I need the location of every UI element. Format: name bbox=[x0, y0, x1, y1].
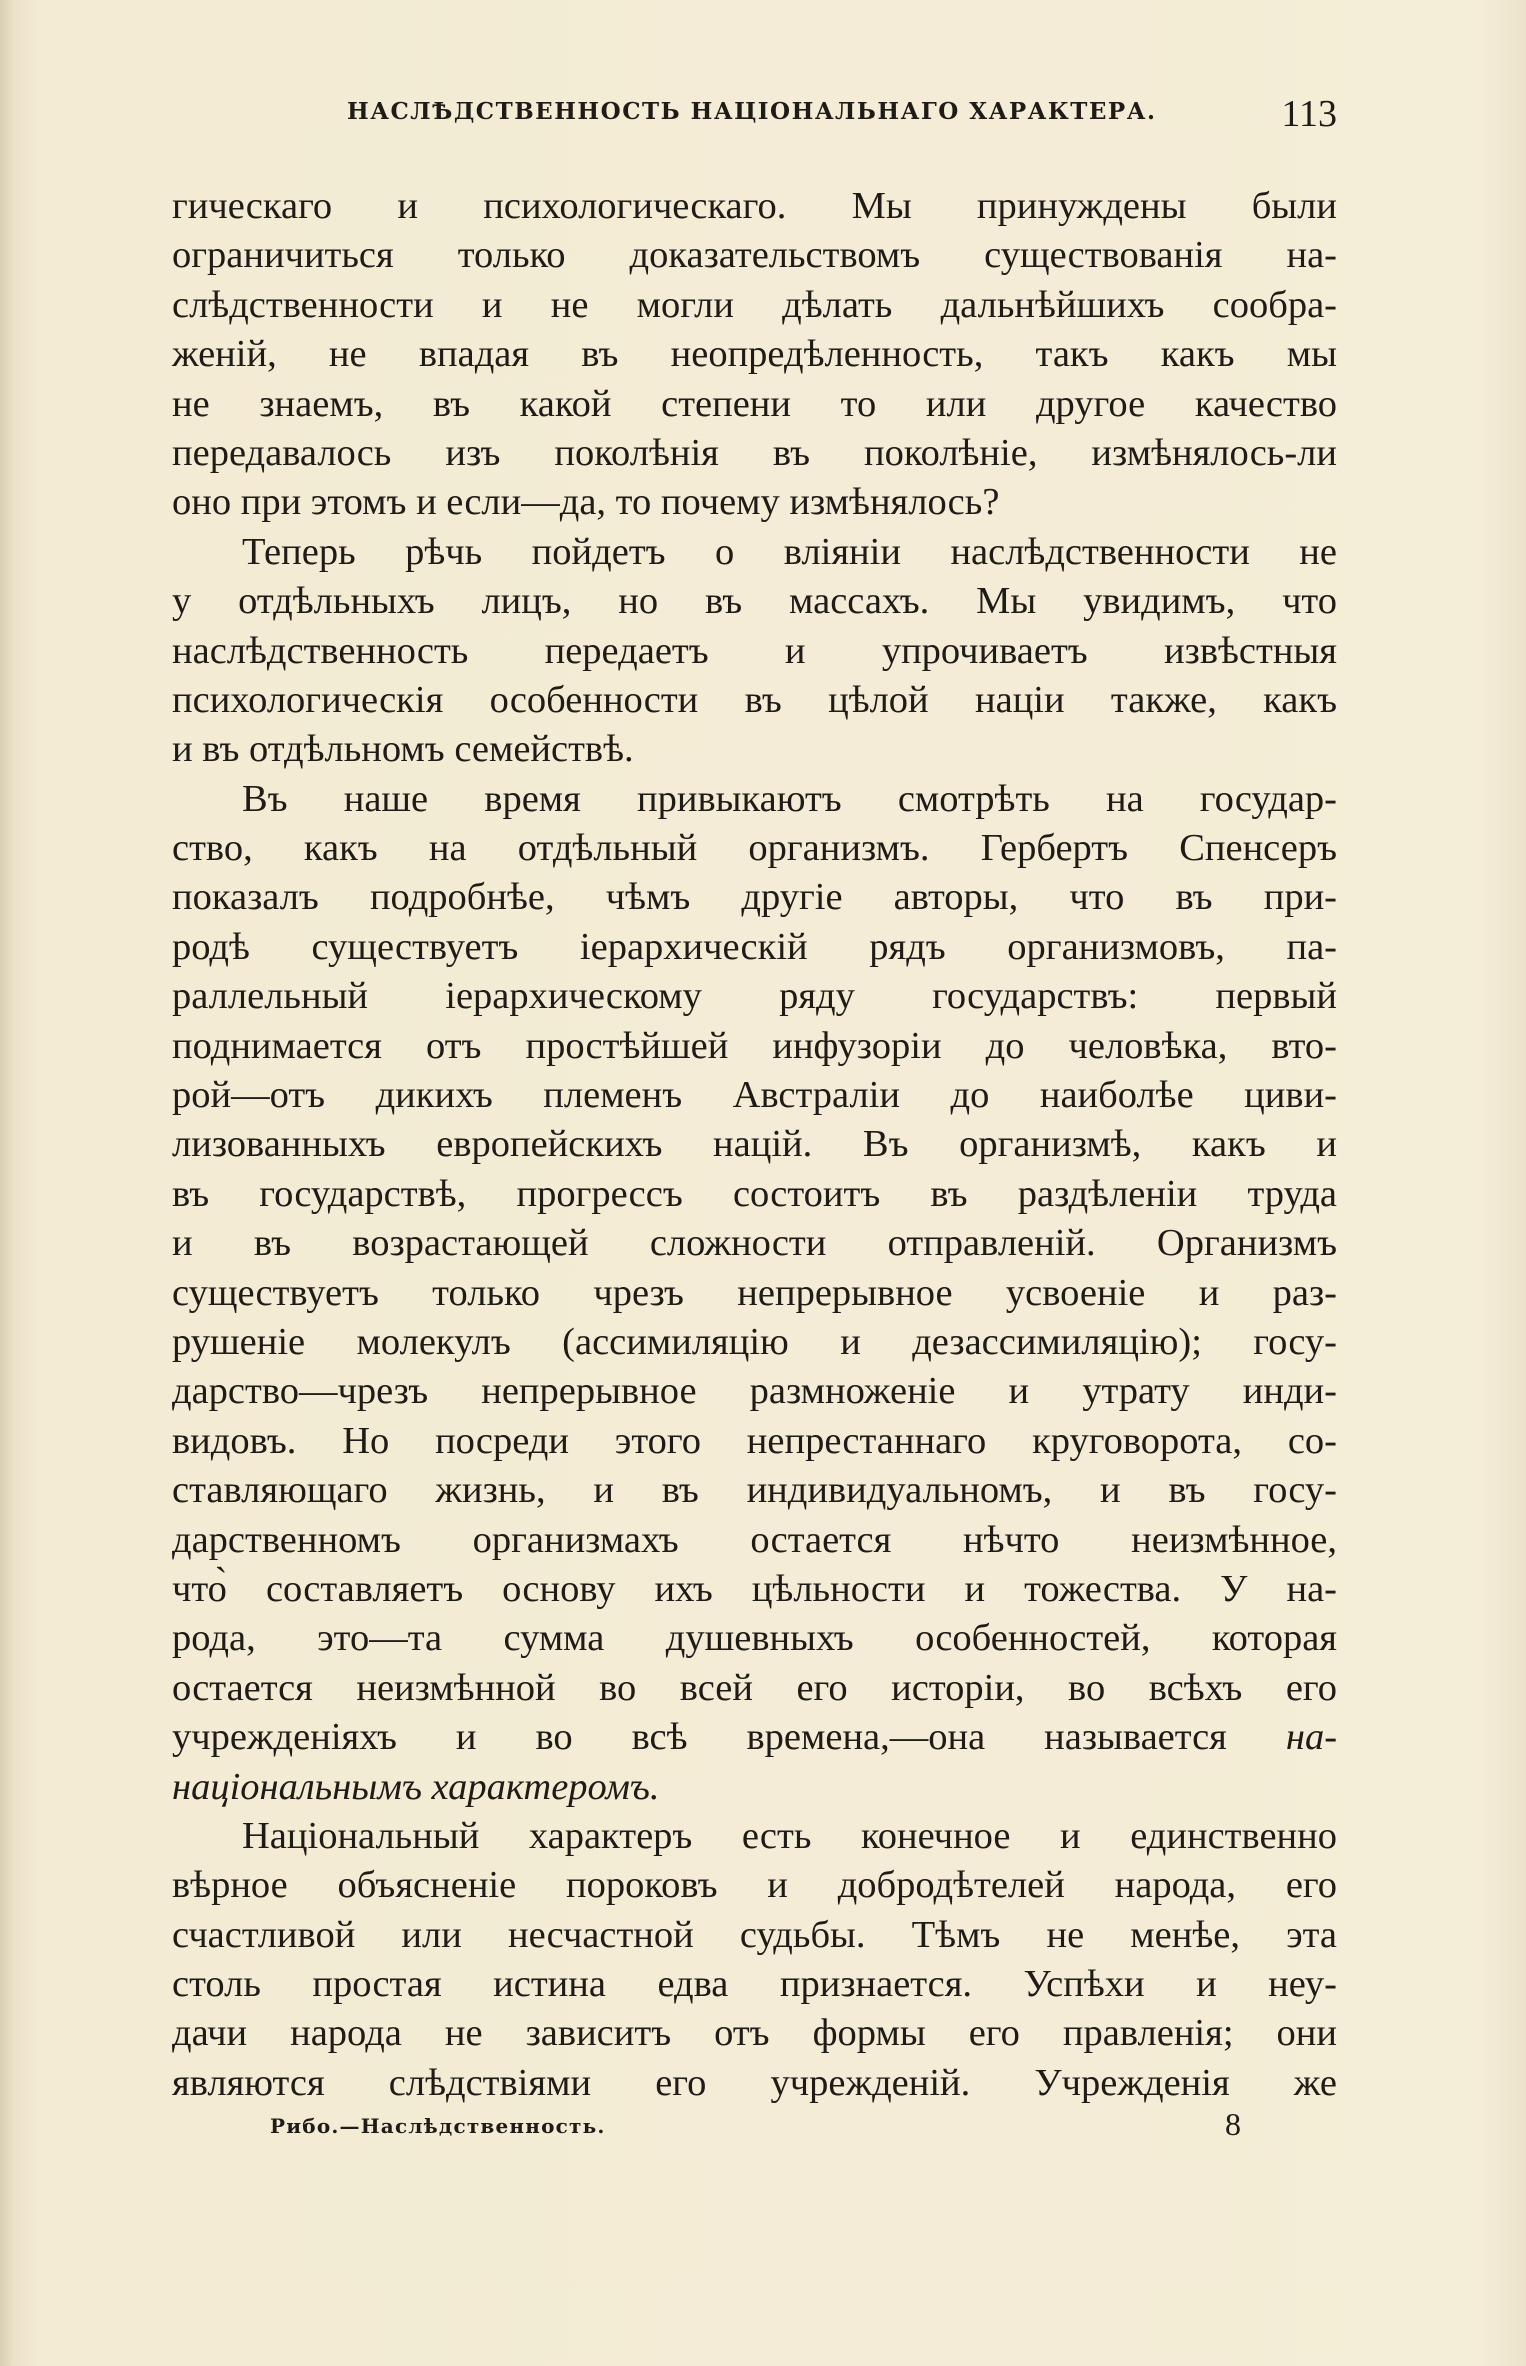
text-line: гическаго и психологическаго. Мы принуждены были bbox=[172, 185, 1337, 227]
text-line: лизованныхъ европейскихъ націй. Въ организмѣ, какъ и bbox=[172, 1123, 1337, 1166]
text-line: дачи народа не зависитъ отъ формы его правленія; они bbox=[172, 2012, 1337, 2055]
text-line: не знаемъ, въ какой степени то или другое качество bbox=[172, 382, 1337, 425]
text-line: рушеніе молекулъ (ассимиляцію и дезассимиляцію); госу- bbox=[172, 1320, 1337, 1363]
text-line: ставляющаго жизнь, и въ индивидуальномъ, и въ госу- bbox=[172, 1469, 1337, 1512]
running-title: НАСЛѢДСТВЕННОСТЬ НАЦІОНАЛЬНАГО ХАРАКТЕРА. bbox=[347, 98, 1157, 125]
text-line: являются слѣдствіями его учрежденій. Учрежденія же bbox=[172, 2061, 1337, 2104]
text-fragment: учрежденіяхъ и во всѣ времена,—она называется bbox=[172, 1716, 1227, 1759]
text-line: психологическія особенности въ цѣлой націи также, какъ bbox=[172, 678, 1337, 721]
text-line: передавалось изъ поколѣнія въ поколѣніе, измѣнялось-ли bbox=[172, 431, 1337, 474]
running-head bbox=[172, 92, 1337, 142]
text-line: видовъ. Но посреди этого непрестаннаго круговорота, со- bbox=[172, 1419, 1337, 1462]
text-line: въ государствѣ, прогрессъ состоитъ въ раздѣленіи труда bbox=[172, 1172, 1337, 1215]
text-line: женій, не впадая въ неопредѣленность, такъ какъ мы bbox=[172, 333, 1337, 376]
text-line: раллельный іерархическому ряду государствъ: первый bbox=[172, 975, 1337, 1018]
text-line: дарственномъ организмахъ остается нѣчто неизмѣнное, bbox=[172, 1518, 1337, 1561]
page-footer bbox=[270, 2106, 1270, 2156]
text-line: ство, какъ на отдѣльный организмъ. Гербертъ Спенсеръ bbox=[172, 827, 1337, 870]
text-line: рой—отъ дикихъ племенъ Австраліи до наиболѣе циви- bbox=[172, 1074, 1337, 1117]
sheet-number: 8 bbox=[1225, 2106, 1241, 2142]
text-line: счастливой или несчастной судьбы. Тѣмъ не менѣе, эта bbox=[172, 1913, 1337, 1956]
text-line: остается неизмѣнной во всей его исторіи, во всѣхъ его bbox=[172, 1666, 1337, 1709]
text-line: наслѣдственность передаетъ и упрочиваетъ извѣстныя bbox=[172, 629, 1337, 672]
text-line: родѣ существуетъ іерархическій рядъ организмовъ, па- bbox=[172, 925, 1337, 968]
paragraph-start: Теперь рѣчь пойдетъ о вліяніи наслѣдственности не bbox=[242, 530, 1337, 573]
paragraph-start: Національный характеръ есть конечное и единственно bbox=[242, 1814, 1337, 1857]
italic-fragment: на- bbox=[1285, 1716, 1338, 1759]
text-line: дарство—чрезъ непрерывное размноженіе и утрату инди- bbox=[172, 1370, 1337, 1413]
body-text bbox=[172, 182, 1337, 2108]
text-line: и въ возрастающей сложности отправленій. Организмъ bbox=[172, 1222, 1337, 1265]
text-line: поднимается отъ простѣйшей инфузоріи до человѣка, вто- bbox=[172, 1024, 1337, 1067]
signature-mark: Рибо.—Наслѣдственность. bbox=[270, 2114, 606, 2138]
page-number: 113 bbox=[1281, 93, 1337, 135]
text-line: рода, это—та сумма душевныхъ особенностей, которая bbox=[172, 1617, 1337, 1660]
text-line: и въ отдѣльномъ семействѣ. bbox=[172, 728, 634, 771]
italic-term: національнымъ характеромъ. bbox=[172, 1765, 660, 1808]
paragraph-start: Въ наше время привыкаютъ смотрѣть на государ- bbox=[242, 777, 1337, 820]
text-line: столь простая истина едва признается. Успѣхи и неу- bbox=[172, 1963, 1337, 2006]
text-line: оно при этомъ и если—да, то почему измѣнялось? bbox=[172, 481, 1000, 524]
text-line: ограничиться только доказательствомъ существованія на- bbox=[172, 234, 1337, 277]
text-line: что̀ составляетъ основу ихъ цѣльности и тожества. У на- bbox=[172, 1567, 1337, 1610]
text-line-with-italic bbox=[172, 1713, 1337, 1762]
text-line: у отдѣльныхъ лицъ, но въ массахъ. Мы увидимъ, что bbox=[172, 580, 1337, 623]
text-line: слѣдственности и не могли дѣлать дальнѣйшихъ сообра- bbox=[172, 283, 1337, 326]
text-line: существуетъ только чрезъ непрерывное усвоеніе и раз- bbox=[172, 1271, 1337, 1314]
text-line: вѣрное объясненіе пороковъ и добродѣтелей народа, его bbox=[172, 1864, 1337, 1907]
text-line: показалъ подробнѣе, чѣмъ другіе авторы, что въ при- bbox=[172, 876, 1337, 919]
